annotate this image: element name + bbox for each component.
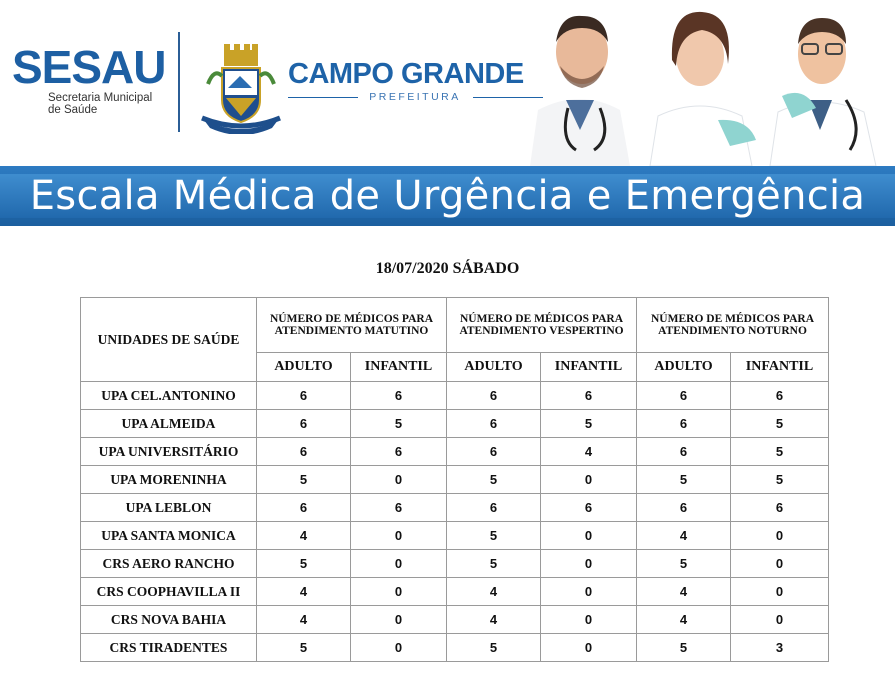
unit-name: CRS AERO RANCHO [81, 550, 257, 578]
night-adult-header: ADULTO [637, 353, 731, 382]
table-cell: 5 [637, 550, 731, 578]
city-crest-icon [196, 38, 286, 134]
table-cell: 0 [541, 578, 637, 606]
sesau-subtitle-line1: Secretaria Municipal [48, 92, 153, 104]
table-cell: 6 [447, 382, 541, 410]
table-cell: 6 [257, 382, 351, 410]
table-cell: 4 [637, 522, 731, 550]
table-cell: 5 [351, 410, 447, 438]
table-cell: 4 [447, 606, 541, 634]
banner-title: Escala Médica de Urgência e Emergência [29, 173, 866, 219]
table-cell: 5 [257, 550, 351, 578]
night-group-header: NÚMERO DE MÉDICOS PARA ATENDIMENTO NOTURNO [637, 298, 829, 353]
sesau-logo: SESAU [12, 41, 166, 93]
table-cell: 0 [731, 578, 829, 606]
table-cell: 5 [731, 466, 829, 494]
table-cell: 6 [447, 494, 541, 522]
table-cell: 0 [731, 550, 829, 578]
table-cell: 6 [731, 494, 829, 522]
unit-name: CRS NOVA BAHIA [81, 606, 257, 634]
table-cell: 4 [637, 578, 731, 606]
table-cell: 0 [731, 606, 829, 634]
unit-name: UPA LEBLON [81, 494, 257, 522]
table-cell: 6 [447, 438, 541, 466]
morning-child-header: INFANTIL [351, 353, 447, 382]
city-logo-subtitle [288, 90, 543, 104]
schedule-table [80, 297, 829, 662]
schedule-date: 18/07/2020 SÁBADO [375, 260, 520, 277]
table-cell: 4 [637, 606, 731, 634]
table-cell: 6 [351, 438, 447, 466]
table-cell: 5 [257, 466, 351, 494]
table-row [81, 438, 829, 466]
sesau-subtitle [48, 92, 152, 116]
table-cell: 0 [731, 522, 829, 550]
table-cell: 4 [257, 578, 351, 606]
afternoon-adult-header: ADULTO [447, 353, 541, 382]
logo-divider [178, 32, 180, 132]
city-logo-text: CAMPO GRANDE [288, 58, 524, 90]
table-cell: 0 [351, 522, 447, 550]
table-row [81, 550, 829, 578]
table-row [81, 410, 829, 438]
unit-name: UPA CEL.ANTONINO [81, 382, 257, 410]
table-cell: 5 [257, 634, 351, 662]
afternoon-group-header: NÚMERO DE MÉDICOS PARA ATENDIMENTO VESPERTINO [447, 298, 637, 353]
table-cell: 6 [541, 382, 637, 410]
table-cell: 5 [731, 438, 829, 466]
table-cell: 6 [637, 494, 731, 522]
table-cell: 6 [637, 410, 731, 438]
table-cell: 0 [541, 606, 637, 634]
unit-name: CRS COOPHAVILLA II [81, 578, 257, 606]
table-cell: 6 [637, 438, 731, 466]
table-row [81, 522, 829, 550]
table-cell: 5 [731, 410, 829, 438]
table-cell: 6 [351, 382, 447, 410]
table-cell: 6 [257, 410, 351, 438]
city-subtitle-text: PREFEITURA [369, 91, 461, 103]
table-cell: 0 [351, 634, 447, 662]
table-cell: 6 [637, 382, 731, 410]
table-cell: 5 [447, 550, 541, 578]
afternoon-child-header: INFANTIL [541, 353, 637, 382]
table-cell: 0 [351, 578, 447, 606]
morning-adult-header: ADULTO [257, 353, 351, 382]
table-row [81, 578, 829, 606]
table-cell: 5 [447, 634, 541, 662]
table-cell: 0 [541, 522, 637, 550]
title-banner-band [0, 174, 895, 218]
table-cell: 0 [351, 606, 447, 634]
table-row [81, 634, 829, 662]
table-body [81, 382, 829, 662]
table-cell: 4 [257, 522, 351, 550]
table-group-header-row [81, 298, 829, 353]
table-cell: 5 [637, 634, 731, 662]
table-cell: 6 [541, 494, 637, 522]
night-child-header: INFANTIL [731, 353, 829, 382]
doctors-illustration [520, 0, 895, 166]
table-cell: 6 [257, 438, 351, 466]
table-cell: 6 [351, 494, 447, 522]
table-row [81, 466, 829, 494]
units-column-header: UNIDADES DE SAÚDE [81, 298, 257, 382]
table-cell: 6 [257, 494, 351, 522]
table-cell: 0 [541, 550, 637, 578]
table-cell: 6 [731, 382, 829, 410]
sesau-subtitle-line2: de Saúde [48, 104, 98, 116]
table-row [81, 606, 829, 634]
table-cell: 0 [351, 550, 447, 578]
subtitle-rule-left [288, 97, 358, 98]
table-row [81, 382, 829, 410]
unit-name: CRS TIRADENTES [81, 634, 257, 662]
morning-group-header: NÚMERO DE MÉDICOS PARA ATENDIMENTO MATUTINO [257, 298, 447, 353]
unit-name: UPA MORENINHA [81, 466, 257, 494]
table-cell: 5 [447, 466, 541, 494]
unit-name: UPA UNIVERSITÁRIO [81, 438, 257, 466]
table-cell: 5 [637, 466, 731, 494]
table-cell: 3 [731, 634, 829, 662]
table-cell: 0 [541, 634, 637, 662]
table-cell: 6 [447, 410, 541, 438]
table-cell: 0 [351, 466, 447, 494]
table-row [81, 494, 829, 522]
table-cell: 0 [541, 466, 637, 494]
table-cell: 4 [447, 578, 541, 606]
unit-name: UPA SANTA MONICA [81, 522, 257, 550]
table-cell: 5 [447, 522, 541, 550]
table-cell: 4 [257, 606, 351, 634]
table-cell: 5 [541, 410, 637, 438]
table-cell: 4 [541, 438, 637, 466]
title-banner [0, 166, 895, 226]
page-header [0, 0, 895, 166]
unit-name: UPA ALMEIDA [81, 410, 257, 438]
